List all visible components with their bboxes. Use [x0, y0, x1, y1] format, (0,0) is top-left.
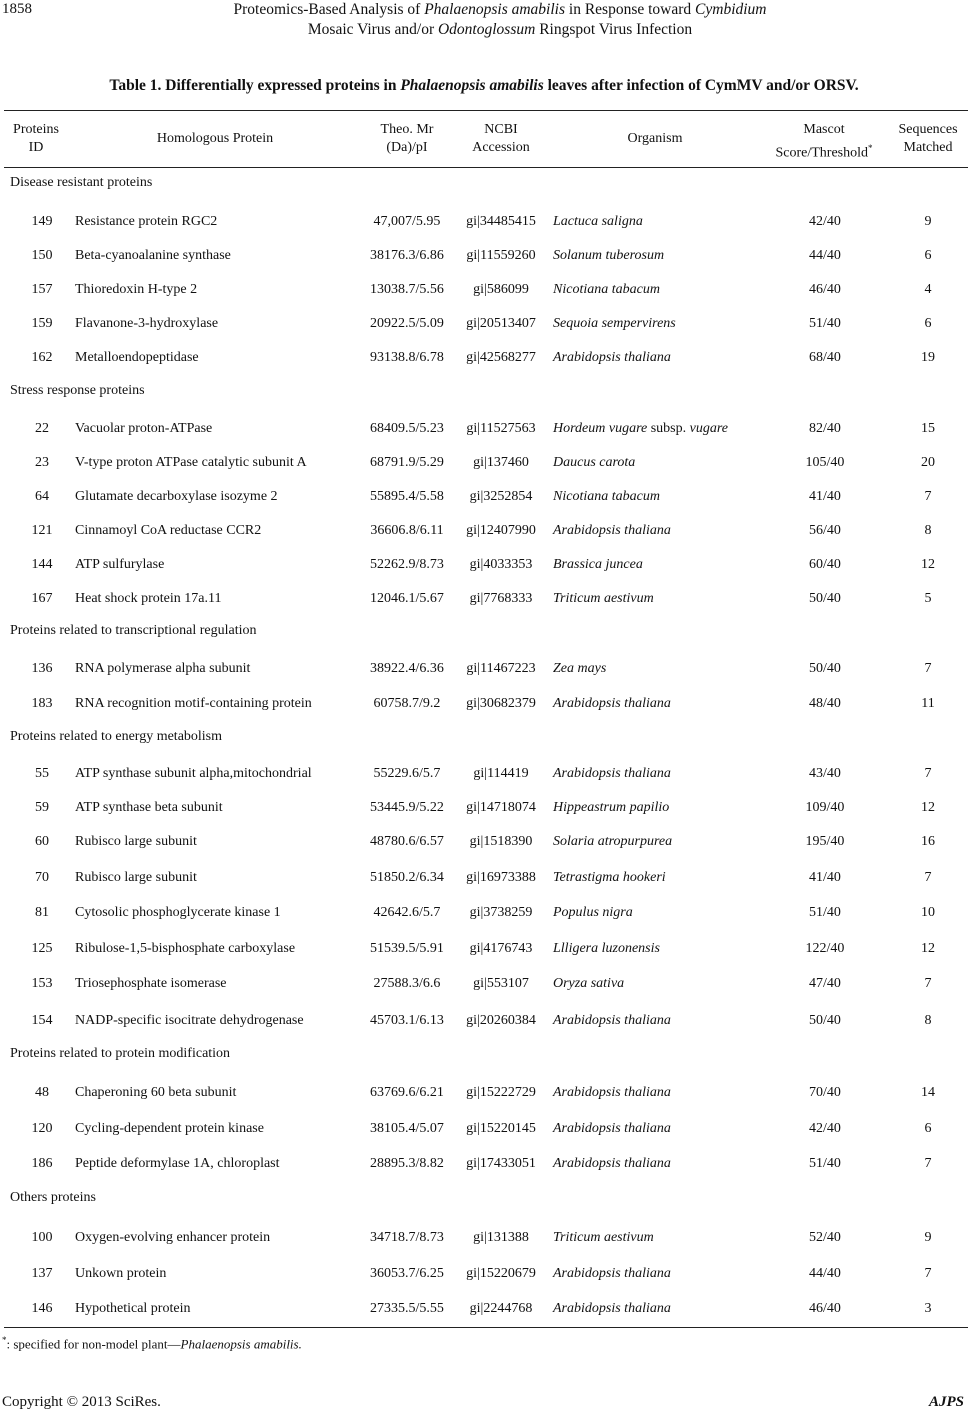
cell-theo-mr: 27335.5/5.55 — [370, 1301, 444, 1316]
cell-protein-id: 157 — [31, 282, 53, 297]
cell-ncbi-accession: gi|4033353 — [469, 557, 533, 572]
page-number: 1858 — [2, 1, 32, 17]
cell-sequences-matched: 10 — [921, 905, 935, 920]
cell-homologous-protein: Peptide deformylase 1A, chloroplast — [75, 1156, 280, 1171]
table-row — [0, 212, 968, 232]
cell-protein-id: 146 — [31, 1301, 53, 1316]
cell-homologous-protein: Rubisco large subunit — [75, 870, 197, 885]
table-row — [0, 694, 968, 714]
cell-organism: Arabidopsis thaliana — [553, 1266, 671, 1281]
section-heading: Others proteins — [10, 1190, 96, 1205]
cell-theo-mr: 68791.9/5.29 — [370, 455, 444, 470]
header-ncbi-accession: NCBI Accession — [472, 122, 530, 155]
cell-mascot-score: 56/40 — [809, 523, 841, 538]
header-species: Phalaenopsis amabilis — [424, 1, 566, 18]
cell-homologous-protein: Metalloendopeptidase — [75, 350, 199, 365]
section-heading: Disease resistant proteins — [10, 175, 153, 190]
cell-mascot-score: 51/40 — [809, 1156, 841, 1171]
cell-organism: Daucus carota — [553, 455, 636, 470]
cell-sequences-matched: 7 — [924, 1266, 932, 1281]
cell-mascot-score: 105/40 — [805, 455, 845, 470]
cell-ncbi-accession: gi|14718074 — [466, 800, 536, 815]
cell-sequences-matched: 11 — [921, 696, 935, 711]
cell-protein-id: 55 — [35, 766, 49, 781]
cell-mascot-score: 43/40 — [809, 766, 841, 781]
table-row — [0, 1228, 968, 1248]
cell-theo-mr: 12046.1/5.67 — [370, 591, 444, 606]
cell-homologous-protein: Rubisco large subunit — [75, 834, 197, 849]
cell-sequences-matched: 6 — [924, 316, 932, 331]
table-row — [0, 1119, 968, 1139]
cell-organism: Triticum aestivum — [553, 1230, 654, 1245]
cell-mascot-score: 50/40 — [809, 661, 841, 676]
cell-sequences-matched: 6 — [924, 248, 932, 263]
cell-homologous-protein: ATP synthase beta subunit — [75, 800, 223, 815]
cell-mascot-score: 44/40 — [809, 248, 841, 263]
cell-sequences-matched: 7 — [924, 766, 932, 781]
cell-homologous-protein: Unkown protein — [75, 1266, 167, 1281]
cell-ncbi-accession: gi|1518390 — [469, 834, 533, 849]
cell-homologous-protein: Beta-cyanoalanine synthase — [75, 248, 231, 263]
cell-sequences-matched: 3 — [924, 1301, 932, 1316]
cell-sequences-matched: 7 — [924, 661, 932, 676]
cell-theo-mr: 48780.6/6.57 — [370, 834, 444, 849]
cell-ncbi-accession: gi|15222729 — [466, 1085, 536, 1100]
header-proteins-id: Proteins ID — [13, 122, 59, 155]
section-heading: Proteins related to energy metabolism — [10, 729, 223, 744]
cell-organism: Arabidopsis thaliana — [553, 696, 671, 711]
cell-homologous-protein: NADP-specific isocitrate dehydrogenase — [75, 1013, 304, 1028]
cell-organism — [553, 419, 728, 439]
table-row — [0, 1083, 968, 1103]
table-header-rule — [4, 167, 968, 168]
cell-mascot-score: 42/40 — [809, 214, 841, 229]
cell-mascot-score: 51/40 — [809, 905, 841, 920]
organism-variety: vugare — [689, 421, 728, 436]
cell-mascot-score: 42/40 — [809, 1121, 841, 1136]
section-heading: Proteins related to transcriptional regulation — [10, 623, 257, 638]
cell-ncbi-accession: gi|34485415 — [466, 214, 536, 229]
cell-homologous-protein: Chaperoning 60 beta subunit — [75, 1085, 237, 1100]
table-row — [0, 521, 968, 541]
cell-theo-mr: 53445.9/5.22 — [370, 800, 444, 815]
cell-theo-mr: 42642.6/5.7 — [373, 905, 441, 920]
cell-theo-mr: 51850.2/6.34 — [370, 870, 444, 885]
cell-sequences-matched: 15 — [921, 421, 935, 436]
cell-ncbi-accession: gi|586099 — [473, 282, 529, 297]
cell-organism: Arabidopsis thaliana — [553, 350, 671, 365]
cell-protein-id: 81 — [35, 905, 49, 920]
cell-mascot-score: 41/40 — [809, 870, 841, 885]
cell-sequences-matched: 5 — [924, 591, 932, 606]
header-genus: Odontoglossum — [437, 21, 536, 38]
cell-protein-id: 183 — [31, 696, 53, 711]
cell-sequences-matched: 14 — [921, 1085, 935, 1100]
copyright: Copyright © 2013 SciRes. — [2, 1394, 161, 1410]
cell-organism: Solanum tuberosum — [553, 248, 665, 263]
cell-protein-id: 144 — [31, 557, 53, 572]
cell-theo-mr: 36606.8/6.11 — [370, 523, 444, 538]
cell-theo-mr: 68409.5/5.23 — [370, 421, 444, 436]
cell-sequences-matched: 8 — [924, 523, 932, 538]
caption-text: leaves after infection of CymMV and/or ORSV. — [543, 77, 859, 94]
table-bottom-rule — [4, 1327, 968, 1328]
cell-organism: Nicotiana tabacum — [553, 282, 660, 297]
cell-theo-mr: 38105.4/5.07 — [370, 1121, 444, 1136]
cell-ncbi-accession: gi|3252854 — [469, 489, 533, 504]
cell-sequences-matched: 7 — [924, 489, 932, 504]
cell-organism: Sequoia sempervirens — [553, 316, 676, 331]
cell-ncbi-accession: gi|20260384 — [466, 1013, 536, 1028]
table-row — [0, 589, 968, 609]
cell-sequences-matched: 7 — [924, 976, 932, 991]
cell-protein-id: 70 — [35, 870, 49, 885]
cell-homologous-protein: ATP synthase subunit alpha,mitochondrial — [75, 766, 312, 781]
cell-ncbi-accession: gi|137460 — [473, 455, 529, 470]
cell-organism: Arabidopsis thaliana — [553, 1301, 671, 1316]
cell-homologous-protein: Ribulose-1,5-bisphosphate carboxylase — [75, 941, 296, 956]
organism-genus-species: Hordeum vugare — [553, 421, 648, 436]
cell-ncbi-accession: gi|114419 — [473, 766, 529, 781]
cell-protein-id: 121 — [31, 523, 53, 538]
cell-theo-mr: 51539.5/5.91 — [370, 941, 444, 956]
table-row — [0, 764, 968, 784]
cell-mascot-score: 46/40 — [809, 282, 841, 297]
table-row — [0, 487, 968, 507]
cell-homologous-protein: Glutamate decarboxylase isozyme 2 — [75, 489, 278, 504]
table-row — [0, 419, 968, 439]
cell-organism: Lactuca saligna — [553, 214, 643, 229]
cell-theo-mr: 13038.7/5.56 — [370, 282, 444, 297]
header-theo-mr: Theo. Mr (Da)/pI — [380, 122, 434, 155]
cell-protein-id: 59 — [35, 800, 49, 815]
cell-theo-mr: 38922.4/6.36 — [370, 661, 444, 676]
caption-text: Table 1. Differentially expressed proteins in — [109, 77, 401, 94]
header-homologous-protein: Homologous Protein — [156, 131, 274, 146]
cell-sequences-matched: 4 — [924, 282, 932, 297]
cell-theo-mr: 55895.4/5.58 — [370, 489, 444, 504]
table-footnote: *: specified for non-model plant—Phalaenopsis amabilis. — [2, 1335, 302, 1352]
cell-ncbi-accession: gi|11527563 — [466, 421, 536, 436]
cell-sequences-matched: 6 — [924, 1121, 932, 1136]
cell-ncbi-accession: gi|12407990 — [466, 523, 536, 538]
cell-organism: Oryza sativa — [553, 976, 625, 991]
cell-theo-mr: 63769.6/6.21 — [370, 1085, 444, 1100]
cell-organism: Brassica juncea — [553, 557, 643, 572]
cell-ncbi-accession: gi|15220679 — [466, 1266, 536, 1281]
cell-mascot-score: 68/40 — [809, 350, 841, 365]
cell-protein-id: 167 — [31, 591, 53, 606]
table-row — [0, 280, 968, 300]
cell-protein-id: 149 — [31, 214, 53, 229]
cell-protein-id: 154 — [31, 1013, 53, 1028]
cell-homologous-protein: Thioredoxin H-type 2 — [75, 282, 198, 297]
cell-mascot-score: 52/40 — [809, 1230, 841, 1245]
cell-organism: Nicotiana tabacum — [553, 489, 660, 504]
cell-protein-id: 60 — [35, 834, 49, 849]
cell-ncbi-accession: gi|4176743 — [469, 941, 533, 956]
cell-mascot-score: 47/40 — [809, 976, 841, 991]
cell-theo-mr: 60758.7/9.2 — [373, 696, 441, 711]
cell-ncbi-accession: gi|15220145 — [466, 1121, 536, 1136]
cell-mascot-score: 195/40 — [805, 834, 845, 849]
cell-protein-id: 64 — [35, 489, 49, 504]
cell-ncbi-accession: gi|3738259 — [469, 905, 533, 920]
organism-subsp: subsp. — [647, 421, 690, 436]
cell-protein-id: 48 — [35, 1085, 49, 1100]
cell-theo-mr: 45703.1/6.13 — [370, 1013, 444, 1028]
table-row — [0, 659, 968, 679]
cell-organism: Tetrastigma hookeri — [553, 870, 666, 885]
cell-organism: Arabidopsis thaliana — [553, 1156, 671, 1171]
cell-mascot-score: 48/40 — [809, 696, 841, 711]
table-row — [0, 348, 968, 368]
table-row — [0, 903, 968, 923]
journal-name: AJPS — [928, 1394, 964, 1410]
cell-organism: Hippeastrum papilio — [553, 800, 670, 815]
table-row — [0, 1264, 968, 1284]
table-row — [0, 314, 968, 334]
cell-sequences-matched: 20 — [921, 455, 935, 470]
header-text: Mosaic Virus and/or — [307, 21, 438, 38]
cell-organism: Arabidopsis thaliana — [553, 523, 671, 538]
cell-sequences-matched: 9 — [924, 214, 932, 229]
cell-theo-mr: 34718.7/8.73 — [370, 1230, 444, 1245]
table-row — [0, 974, 968, 994]
cell-homologous-protein: Heat shock protein 17a.11 — [75, 591, 222, 606]
cell-organism: Arabidopsis thaliana — [553, 1013, 671, 1028]
table-row — [0, 246, 968, 266]
cell-ncbi-accession: gi|7768333 — [469, 591, 533, 606]
cell-ncbi-accession: gi|16973388 — [466, 870, 536, 885]
table-top-rule — [4, 110, 968, 111]
cell-theo-mr: 38176.3/6.86 — [370, 248, 444, 263]
header-text: Ringspot Virus Infection — [535, 21, 693, 38]
cell-theo-mr: 28895.3/8.82 — [370, 1156, 444, 1171]
cell-sequences-matched: 16 — [921, 834, 935, 849]
caption-species: Phalaenopsis amabilis — [400, 77, 544, 94]
table-row — [0, 798, 968, 818]
cell-protein-id: 137 — [31, 1266, 53, 1281]
cell-ncbi-accession: gi|42568277 — [466, 350, 536, 365]
cell-organism: Populus nigra — [553, 905, 633, 920]
cell-mascot-score: 109/40 — [805, 800, 845, 815]
cell-homologous-protein: Hypothetical protein — [75, 1301, 191, 1316]
cell-sequences-matched: 7 — [924, 1156, 932, 1171]
cell-protein-id: 120 — [31, 1121, 53, 1136]
header-text: Proteomics-Based Analysis of — [233, 1, 425, 18]
cell-mascot-score: 122/40 — [805, 941, 845, 956]
cell-protein-id: 150 — [31, 248, 53, 263]
cell-protein-id: 159 — [31, 316, 53, 331]
cell-protein-id: 186 — [31, 1156, 53, 1171]
cell-theo-mr: 52262.9/8.73 — [370, 557, 444, 572]
cell-homologous-protein: RNA polymerase alpha subunit — [75, 661, 251, 676]
cell-theo-mr: 47,007/5.95 — [373, 214, 441, 229]
header-mascot-score: Mascot Score/Threshold* — [775, 122, 873, 161]
header-genus: Cymbidium — [695, 1, 767, 18]
cell-homologous-protein: ATP sulfurylase — [75, 557, 165, 572]
header-text: in Response toward — [565, 1, 696, 18]
cell-mascot-score: 60/40 — [809, 557, 841, 572]
cell-sequences-matched: 19 — [921, 350, 935, 365]
table-row — [0, 1154, 968, 1174]
cell-sequences-matched: 12 — [921, 800, 935, 815]
cell-homologous-protein: Cytosolic phosphoglycerate kinase 1 — [75, 905, 281, 920]
cell-ncbi-accession: gi|131388 — [473, 1230, 529, 1245]
cell-homologous-protein: V-type proton ATPase catalytic subunit A — [75, 455, 307, 470]
cell-protein-id: 23 — [35, 455, 49, 470]
cell-ncbi-accession: gi|11467223 — [466, 661, 536, 676]
cell-homologous-protein: Flavanone-3-hydroxylase — [75, 316, 219, 331]
cell-ncbi-accession: gi|20513407 — [466, 316, 536, 331]
cell-protein-id: 153 — [31, 976, 53, 991]
cell-theo-mr: 93138.8/6.78 — [370, 350, 444, 365]
cell-theo-mr: 20922.5/5.09 — [370, 316, 444, 331]
cell-homologous-protein: Resistance protein RGC2 — [75, 214, 218, 229]
cell-mascot-score: 50/40 — [809, 1013, 841, 1028]
running-header — [150, 0, 850, 40]
table-row — [0, 453, 968, 473]
cell-ncbi-accession: gi|2244768 — [469, 1301, 533, 1316]
table-row — [0, 1011, 968, 1031]
cell-mascot-score: 41/40 — [809, 489, 841, 504]
cell-ncbi-accession: gi|17433051 — [466, 1156, 536, 1171]
cell-organism: Llligera luzonensis — [553, 941, 660, 956]
cell-organism: Zea mays — [553, 661, 607, 676]
header-organism: Organism — [627, 131, 683, 146]
header-sequences-matched: Sequences Matched — [898, 122, 958, 155]
cell-mascot-score: 44/40 — [809, 1266, 841, 1281]
cell-organism: Arabidopsis thaliana — [553, 766, 671, 781]
cell-sequences-matched: 8 — [924, 1013, 932, 1028]
table-row — [0, 868, 968, 888]
cell-homologous-protein: Cycling-dependent protein kinase — [75, 1121, 264, 1136]
cell-organism: Arabidopsis thaliana — [553, 1121, 671, 1136]
cell-homologous-protein: Vacuolar proton-ATPase — [75, 421, 213, 436]
cell-sequences-matched: 12 — [921, 557, 935, 572]
table-row — [0, 832, 968, 852]
cell-sequences-matched: 12 — [921, 941, 935, 956]
cell-mascot-score: 46/40 — [809, 1301, 841, 1316]
cell-protein-id: 125 — [31, 941, 53, 956]
cell-homologous-protein: RNA recognition motif-containing protein — [75, 696, 312, 711]
cell-protein-id: 162 — [31, 350, 53, 365]
cell-organism: Triticum aestivum — [553, 591, 654, 606]
cell-mascot-score: 70/40 — [809, 1085, 841, 1100]
table-caption — [0, 77, 968, 95]
cell-mascot-score: 50/40 — [809, 591, 841, 606]
cell-sequences-matched: 9 — [924, 1230, 932, 1245]
cell-theo-mr: 27588.3/6.6 — [373, 976, 441, 991]
cell-organism: Solaria atropurpurea — [553, 834, 673, 849]
cell-theo-mr: 55229.6/5.7 — [373, 766, 441, 781]
cell-protein-id: 22 — [35, 421, 49, 436]
table-row — [0, 1299, 968, 1319]
cell-protein-id: 100 — [31, 1230, 53, 1245]
table-row — [0, 939, 968, 959]
section-heading: Stress response proteins — [10, 383, 145, 398]
section-heading: Proteins related to protein modification — [10, 1046, 231, 1061]
cell-homologous-protein: Triosephosphate isomerase — [75, 976, 227, 991]
cell-homologous-protein: Oxygen-evolving enhancer protein — [75, 1230, 271, 1245]
cell-theo-mr: 36053.7/6.25 — [370, 1266, 444, 1281]
cell-sequences-matched: 7 — [924, 870, 932, 885]
table-row — [0, 555, 968, 575]
cell-ncbi-accession: gi|30682379 — [466, 696, 536, 711]
cell-mascot-score: 82/40 — [809, 421, 841, 436]
cell-protein-id: 136 — [31, 661, 53, 676]
cell-homologous-protein: Cinnamoyl CoA reductase CCR2 — [75, 523, 262, 538]
cell-organism: Arabidopsis thaliana — [553, 1085, 671, 1100]
cell-mascot-score: 51/40 — [809, 316, 841, 331]
cell-ncbi-accession: gi|11559260 — [466, 248, 536, 263]
cell-ncbi-accession: gi|553107 — [473, 976, 529, 991]
